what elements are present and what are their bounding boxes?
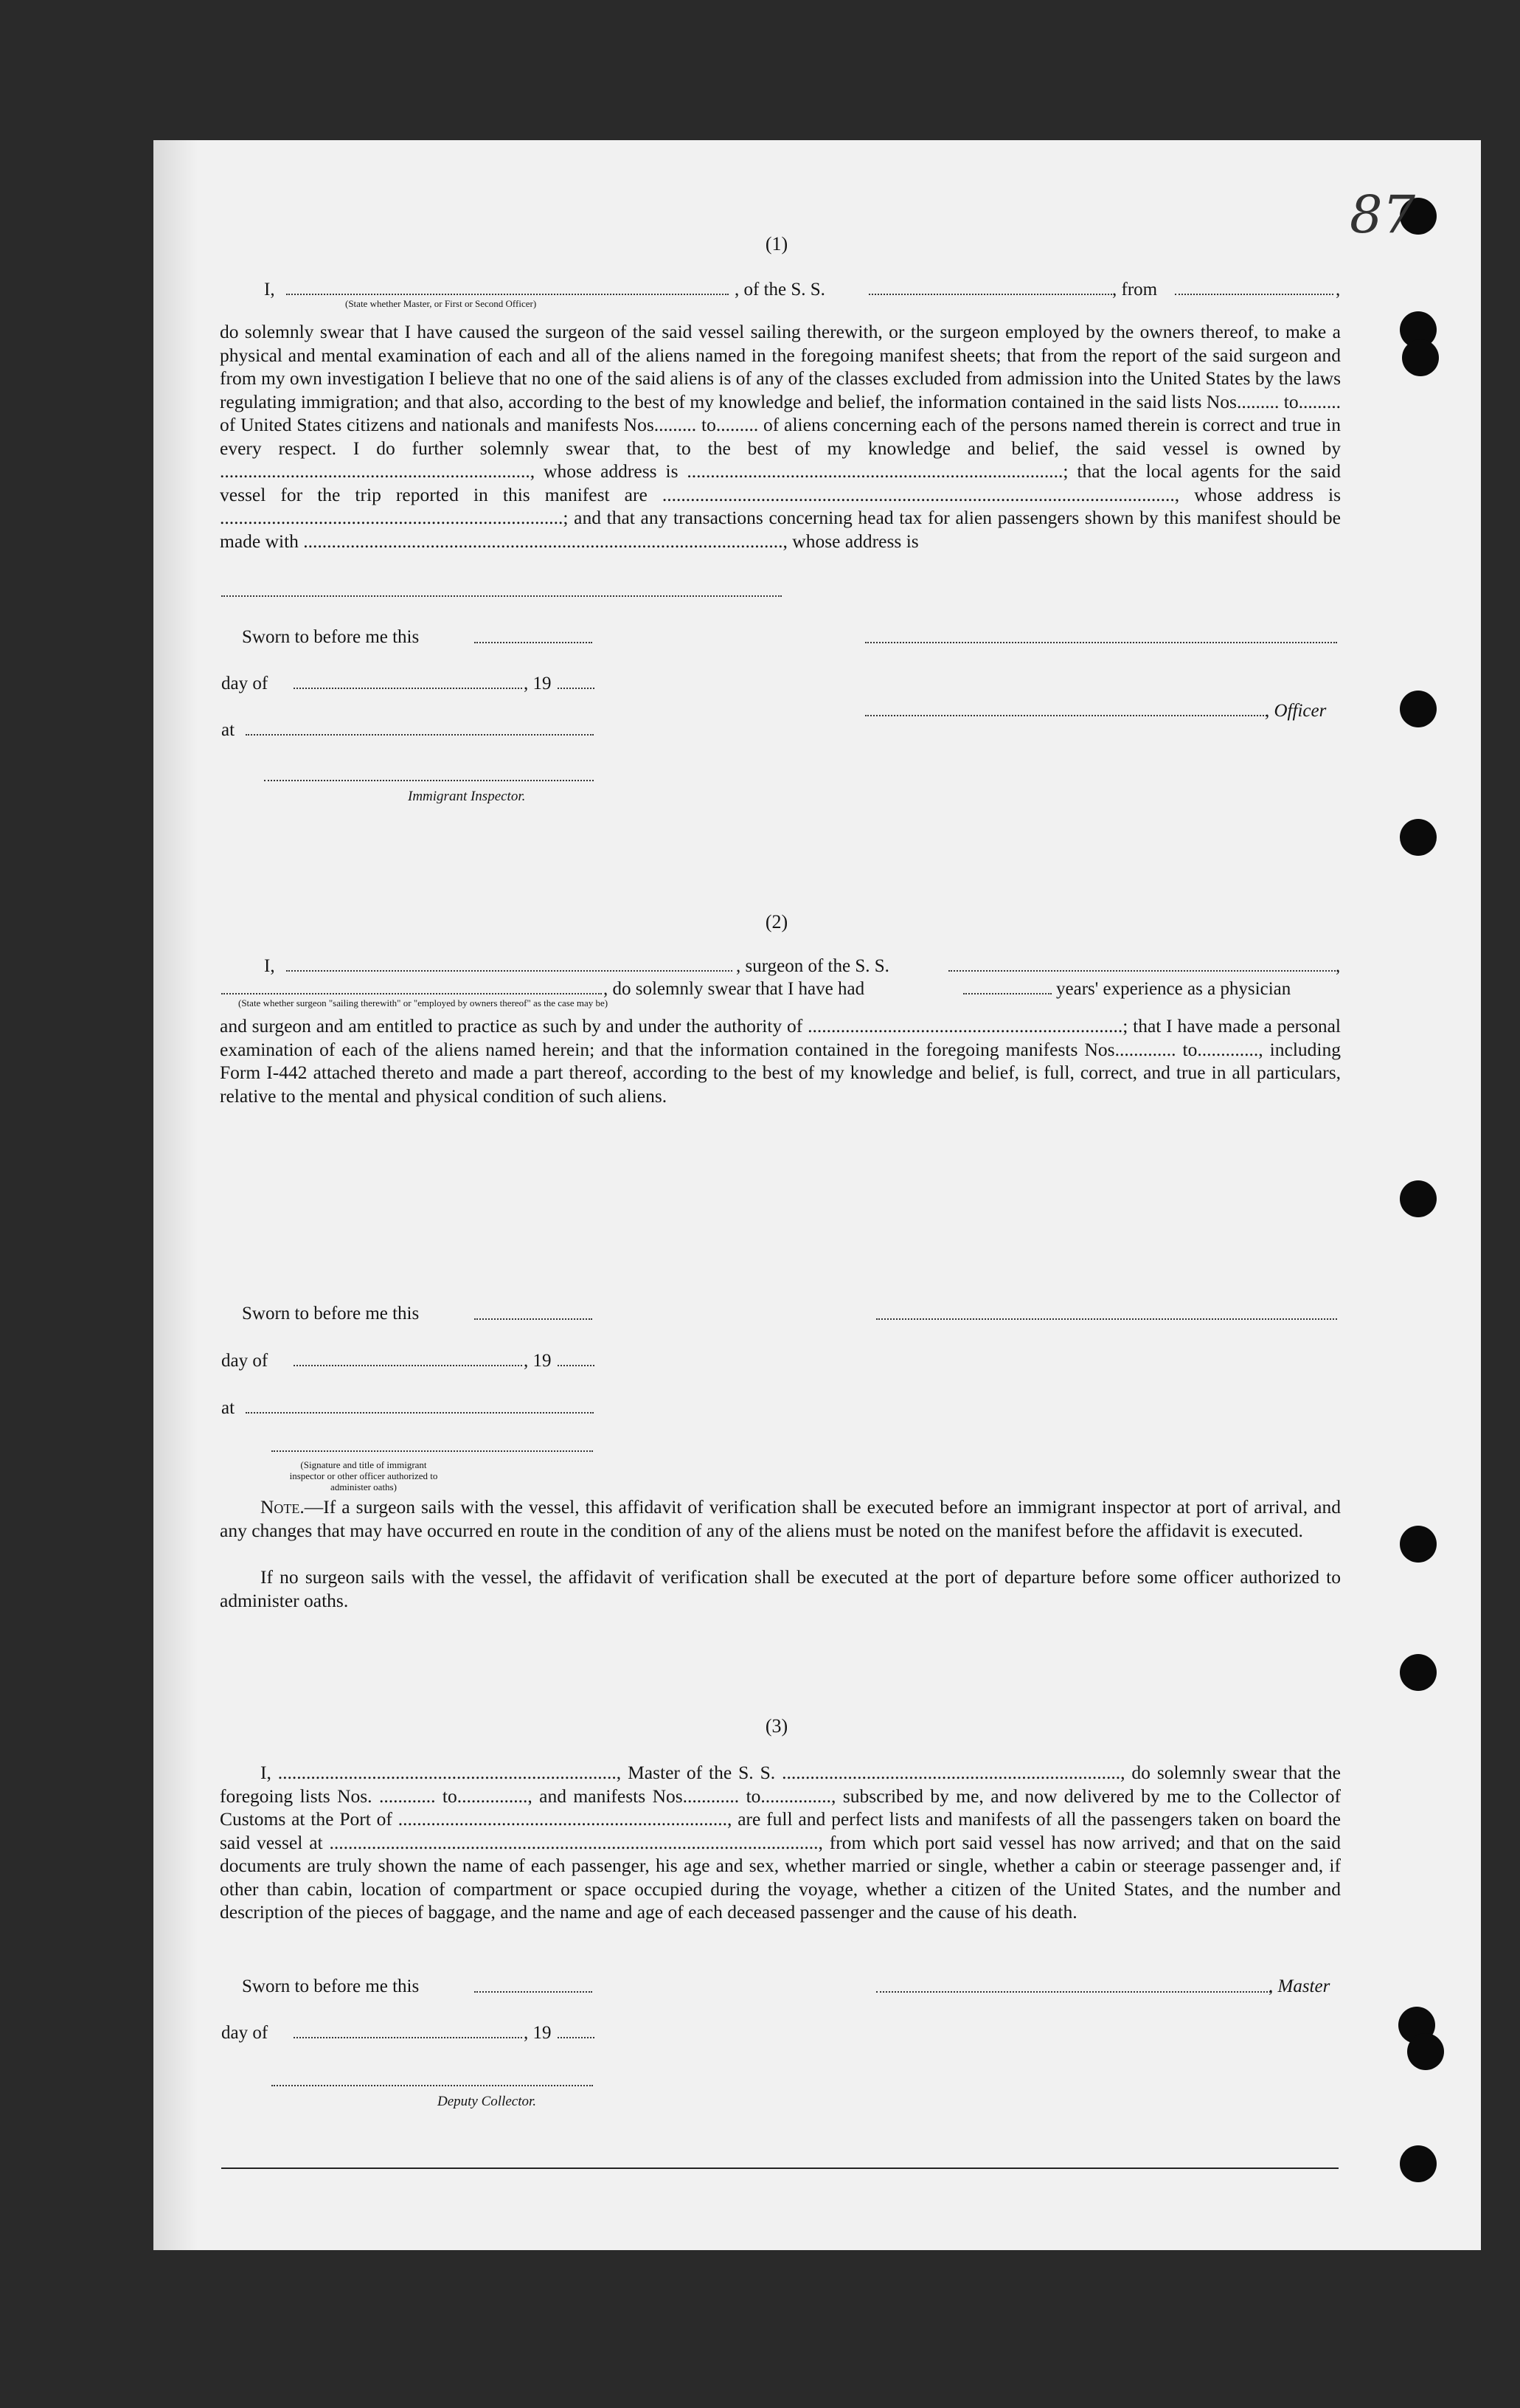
vessel-name-field[interactable] — [869, 294, 1112, 295]
at-place-field[interactable] — [246, 1412, 594, 1414]
years-experience-field[interactable] — [963, 993, 1052, 994]
section-2-heading: (2) — [765, 911, 788, 933]
address-continuation-field[interactable] — [221, 595, 782, 597]
sworn-date-field[interactable] — [474, 1318, 592, 1320]
punch-hole — [1400, 1654, 1437, 1691]
at-place-field[interactable] — [246, 734, 594, 736]
punch-hole — [1400, 2145, 1437, 2182]
sworn-date-field[interactable] — [474, 1991, 592, 1993]
master-label: , Master — [1269, 1976, 1330, 1996]
note-text: —If a surgeon sails with the vessel, this affidavit of verification shall be executed before an immigrant inspector at port of arrival, and any changes that may have occurred en route in the condition of any of the aliens must be noted on the manifest before the affidavit is executed. — [220, 1496, 1341, 1541]
punch-hole — [1400, 691, 1437, 727]
note-label: Note. — [260, 1496, 305, 1518]
day-of-field[interactable] — [294, 2037, 522, 2038]
note-paragraph — [220, 1495, 1341, 1542]
surgeon-vessel-field[interactable] — [948, 970, 1336, 972]
punch-hole — [1400, 1180, 1437, 1217]
day-of-label: day of — [221, 674, 268, 693]
punch-hole — [1407, 2033, 1444, 2070]
inspector-signature-field[interactable] — [264, 780, 594, 781]
from-label: , from — [1112, 280, 1158, 300]
years-experience-text: years' experience as a physician — [1056, 979, 1291, 999]
at-label: at — [221, 720, 235, 740]
year-label: , 19 — [524, 1351, 552, 1371]
at-label: at — [221, 1398, 235, 1418]
surgeon-name-field[interactable] — [286, 970, 732, 972]
day-of-label: day of — [221, 1351, 268, 1371]
sworn-date-field[interactable] — [474, 642, 592, 643]
section-1-heading: (1) — [765, 233, 788, 255]
master-signature-field[interactable] — [876, 1991, 1271, 1993]
handwritten-page-number: 87 — [1350, 184, 1416, 245]
from-port-field[interactable] — [1175, 294, 1333, 295]
note-paragraph-2: If no surgeon sails with the vessel, the affidavit of verification shall be executed at the port of departure before some officer authorized to administer oaths. — [220, 1566, 1341, 1611]
immigrant-inspector-label: Immigrant Inspector. — [408, 789, 526, 804]
year-label: , 19 — [524, 674, 552, 693]
manifest-sheet — [153, 140, 1481, 2250]
year-field[interactable] — [558, 688, 594, 689]
bottom-rule — [221, 2167, 1339, 2169]
surgeon-of-ss-label: , surgeon of the S. S. — [736, 956, 889, 976]
oath-officer-signature-field[interactable] — [271, 1450, 593, 1452]
officer-hint: (State whether Master, or First or Second Officer) — [345, 298, 537, 309]
end-comma: , — [1336, 956, 1341, 976]
surgeon-signature-field[interactable] — [876, 1318, 1337, 1320]
surgeon-status-field[interactable] — [221, 993, 602, 994]
collector-signature-field[interactable] — [271, 2085, 593, 2086]
deputy-collector-label: Deputy Collector. — [437, 2094, 537, 2109]
year-field[interactable] — [558, 1365, 594, 1366]
officer-label: , Officer — [1265, 701, 1327, 721]
punch-hole — [1402, 339, 1439, 376]
i-label: I, — [264, 280, 275, 300]
of-ss-label: , of the S. S. — [735, 280, 825, 300]
year-field[interactable] — [558, 2037, 594, 2038]
day-of-label: day of — [221, 2023, 268, 2043]
officer-name-field[interactable] — [286, 294, 729, 295]
surgeon-hint: (State whether surgeon "sailing therewith" or "employed by owners thereof" as the case may be) — [238, 997, 608, 1008]
punch-hole — [1400, 1526, 1437, 1563]
sworn-label: Sworn to before me this — [242, 1976, 420, 1996]
sworn-label: Sworn to before me this — [242, 627, 420, 647]
section-3-heading: (3) — [765, 1715, 788, 1737]
section-3-oath-paragraph: I, ........................................................................, Master of the S. S. ........................................................................, do solemnly swear that the foregoing lists Nos. ............ to..............., and manifests Nos............ to..............., subscribed by me, and now delivered by me to the Collector of Customs at the Port of ......................................................................, are full and perfect lists and manifests of all the passengers taken on board the said vessel at ........................................................................................................, from which port said vessel has now arrived; and that on the said documents are truly shown the name of each passenger, his age and sex, whether married or single, whether a cabin or steerage passenger and, if other than cabin, location of compartment or space occupied during the voyage, whether a citizen of the United States, and the number and description of the pieces of baggage, and the name and age of each deceased passenger and the cause of his death. — [220, 1762, 1341, 1923]
punch-hole — [1400, 819, 1437, 856]
end-comma: , — [1336, 280, 1341, 300]
day-of-field[interactable] — [294, 688, 522, 689]
day-of-field[interactable] — [294, 1365, 522, 1366]
i-label: I, — [264, 956, 275, 976]
signature-hint: (Signature and title of immigrant inspector or other officer authorized to administer oaths) — [289, 1459, 438, 1492]
officer-signature-line-1[interactable] — [865, 642, 1337, 643]
section-1-oath-paragraph: do solemnly swear that I have caused the surgeon of the said vessel sailing therewith, or the surgeon employed by the owners thereof, to make a physical and mental examination of each and all of the aliens named in the foregoing manifest sheets; that from the report of the said surgeon and from my own investigation I believe that no one of the said aliens is of any of the classes excluded from admission into the United States by the laws regulating immigration; and that also, according to the best of my knowledge and belief, the information contained in the said lists Nos......... to......... of United States citizens and nationals and manifests Nos......... to......... of aliens concerning each of the persons named therein is correct and true in every respect. I do further solemnly swear that, to the best of my knowledge and belief, the said vessel is owned by .................................................................., whose address is ................................................................................; that the local agents for the said vessel for the trip reported in this manifest are ............................................................................................................., whose address is .........................................................................; and that any transactions concerning head tax for alien passengers shown by this manifest should be made with ......................................................................................................, whose address is — [220, 321, 1341, 552]
sworn-label: Sworn to before me this — [242, 1304, 420, 1324]
section-2-oath-paragraph: and surgeon and am entitled to practice as such by and under the authority of ...................................................................; that I have made a personal examination of each of the aliens named herein; and that the information contained in the foregoing manifests Nos............. to............., including Form I-442 attached thereto and made a part thereof, according to the best of my knowledge and belief, is full, correct, and true in all particulars, relative to the mental and physical condition of such aliens. — [220, 1015, 1341, 1107]
solemnly-swear-text: , do solemnly swear that I have had — [603, 979, 865, 999]
year-label: , 19 — [524, 2023, 552, 2043]
officer-signature-field[interactable] — [865, 715, 1267, 716]
